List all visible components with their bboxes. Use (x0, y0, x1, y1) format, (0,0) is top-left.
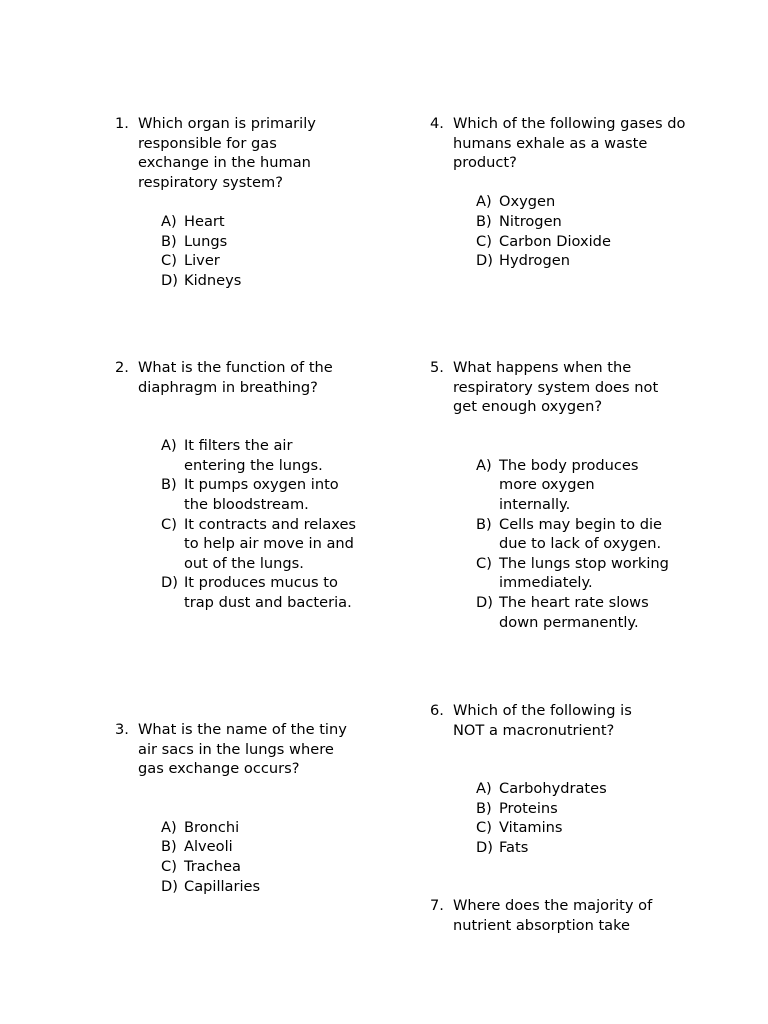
question-6 (430, 701, 690, 858)
answer-option[interactable] (161, 475, 365, 514)
option-letter: A) (476, 456, 492, 474)
answer-option[interactable] (476, 838, 690, 858)
option-letter: B) (161, 476, 177, 494)
option-text: The body produces more oxygen internally. (499, 456, 639, 513)
answer-option[interactable] (161, 877, 365, 897)
answer-option[interactable] (161, 857, 365, 877)
answer-option[interactable] (161, 436, 365, 475)
answer-options (161, 436, 365, 612)
option-text: Oxygen (499, 193, 556, 211)
option-text: Hydrogen (499, 252, 570, 270)
answer-options (476, 779, 690, 857)
option-letter: D) (161, 271, 178, 289)
question-number: 7. (430, 897, 444, 914)
answer-option[interactable] (161, 271, 345, 291)
option-text: It contracts and relaxes to help air move in and out of the lungs. (184, 515, 357, 572)
option-text: Carbon Dioxide (499, 232, 611, 250)
answer-option[interactable] (476, 212, 690, 232)
option-text: It filters the air entering the lungs. (184, 437, 323, 474)
answer-option[interactable] (476, 232, 690, 252)
question-stem (430, 358, 690, 417)
option-text: Kidneys (184, 271, 242, 289)
question-number: 4. (430, 115, 444, 132)
answer-options (161, 818, 365, 896)
answer-option[interactable] (161, 212, 345, 232)
option-text: Proteins (499, 799, 558, 817)
question-5 (430, 358, 690, 632)
option-text: Lungs (184, 232, 228, 250)
question-text: Where does the majority of nutrient absorption take (453, 897, 653, 934)
question-text: Which of the following gases do humans exhale as a waste product? (453, 115, 686, 172)
option-text: Heart (184, 212, 225, 230)
option-text: Fats (499, 838, 529, 856)
question-7 (430, 896, 690, 935)
option-letter: C) (161, 857, 177, 875)
question-text: What is the function of the diaphragm in breathing? (138, 359, 333, 396)
question-text: Which organ is primarily responsible for gas exchange in the human respiratory system? (138, 115, 316, 191)
option-text: It produces mucus to trap dust and bacteria. (184, 574, 352, 611)
option-letter: D) (476, 252, 493, 270)
question-number: 1. (115, 115, 129, 132)
option-letter: D) (476, 838, 493, 856)
answer-option[interactable] (476, 818, 690, 838)
option-letter: B) (161, 838, 177, 856)
option-letter: C) (476, 819, 492, 837)
answer-options (161, 212, 345, 290)
answer-option[interactable] (161, 232, 345, 252)
question-1 (115, 114, 345, 290)
answer-option[interactable] (476, 456, 690, 515)
answer-option[interactable] (161, 515, 365, 574)
question-text: What is the name of the tiny air sacs in the lungs where gas exchange occurs? (138, 721, 347, 778)
option-letter: C) (161, 515, 177, 533)
answer-option[interactable] (476, 192, 690, 212)
option-text: Capillaries (184, 877, 261, 895)
option-text: The lungs stop working immediately. (499, 554, 669, 592)
question-text: What happens when the respiratory system does not get enough oxygen? (453, 359, 659, 416)
answer-option[interactable] (476, 593, 690, 632)
option-letter: D) (476, 593, 493, 611)
answer-option[interactable] (476, 779, 690, 799)
option-text: Carbohydrates (499, 780, 607, 798)
option-text: Bronchi (184, 818, 240, 836)
question-4 (430, 114, 690, 271)
question-2 (115, 358, 365, 613)
option-letter: B) (476, 799, 492, 817)
answer-option[interactable] (161, 573, 365, 612)
option-letter: C) (476, 232, 492, 250)
option-letter: D) (161, 574, 178, 592)
question-3 (115, 720, 365, 896)
answer-option[interactable] (476, 554, 690, 593)
question-number: 2. (115, 359, 129, 376)
answer-options (476, 192, 690, 270)
option-text: Trachea (184, 857, 241, 875)
question-stem (115, 358, 365, 397)
option-letter: B) (476, 515, 492, 533)
option-letter: A) (476, 780, 492, 798)
question-number: 3. (115, 721, 129, 738)
answer-option[interactable] (476, 515, 690, 554)
option-letter: A) (161, 437, 177, 455)
option-text: Vitamins (499, 819, 563, 837)
answer-option[interactable] (161, 818, 365, 838)
answer-option[interactable] (476, 799, 690, 819)
option-text: Alveoli (184, 838, 233, 856)
question-stem (115, 720, 365, 779)
question-stem (115, 114, 345, 192)
option-letter: B) (161, 232, 177, 250)
option-letter: D) (161, 877, 178, 895)
option-letter: A) (161, 212, 177, 230)
option-letter: B) (476, 212, 492, 230)
answer-option[interactable] (476, 251, 690, 271)
option-letter: A) (476, 193, 492, 211)
question-stem (430, 701, 690, 740)
option-text: Nitrogen (499, 212, 562, 230)
question-number: 5. (430, 359, 444, 376)
answer-option[interactable] (161, 251, 345, 271)
option-letter: C) (161, 252, 177, 270)
option-letter: A) (161, 818, 177, 836)
question-stem (430, 896, 690, 935)
option-text: Liver (184, 252, 220, 270)
option-text: The heart rate slows down permanently. (499, 593, 649, 631)
option-text: It pumps oxygen into the bloodstream. (184, 476, 339, 513)
question-text: Which of the following is NOT a macronutrient? (453, 702, 632, 739)
question-stem (430, 114, 690, 173)
option-text: Cells may begin to die due to lack of oxygen. (499, 515, 662, 553)
answer-options (476, 456, 690, 632)
answer-option[interactable] (161, 837, 365, 857)
question-number: 6. (430, 702, 444, 719)
option-letter: C) (476, 554, 492, 572)
